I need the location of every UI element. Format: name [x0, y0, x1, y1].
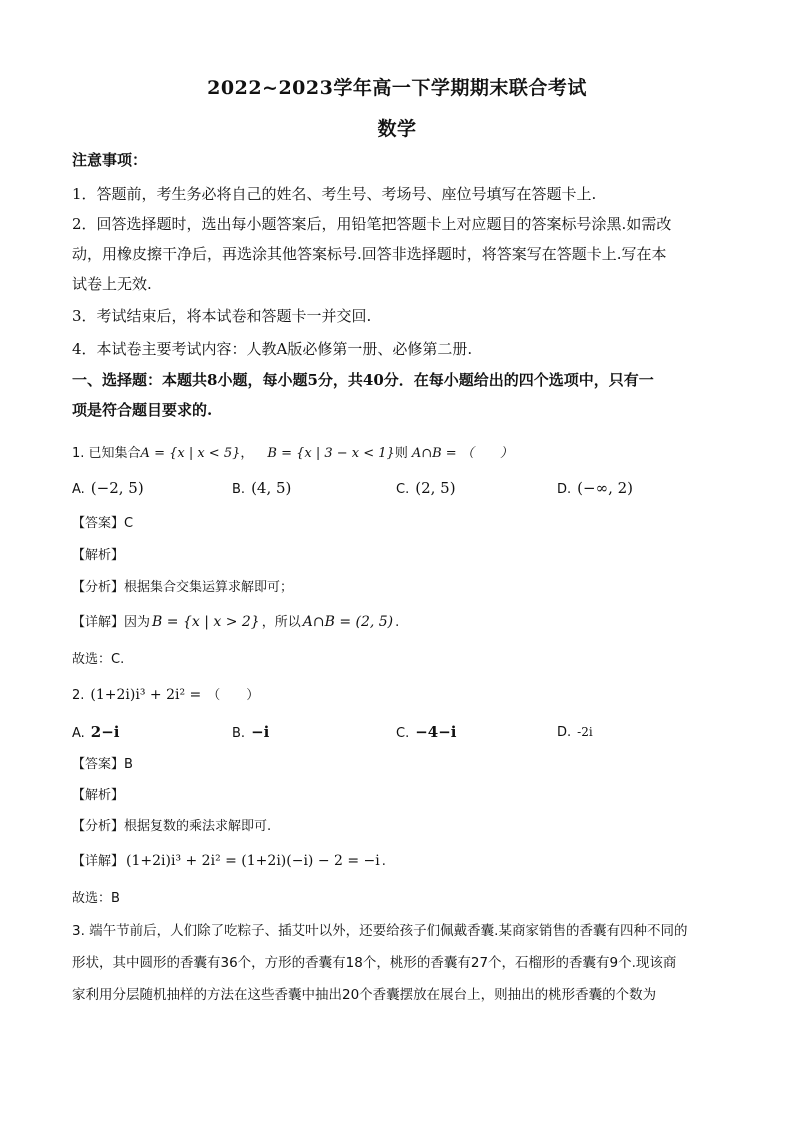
- q1-set-b: B = {x | 3 − x < 1}: [267, 446, 395, 461]
- q1-detail-tag: 【详解】: [72, 615, 125, 630]
- q1-option-c-label: C.: [396, 482, 410, 497]
- q2-option-d[interactable]: [557, 722, 593, 743]
- question-3-line2: 形状，其中圆形的香囊有36个，方形的香囊有18个，桃形的香囊有27个，石榴形的香囊有9个.现该商: [72, 955, 677, 971]
- q1-answer-value: C: [124, 516, 134, 531]
- q2-option-c[interactable]: [396, 722, 457, 744]
- q2-fenxi: [72, 817, 722, 837]
- notice-item-2-cont: 动，用橡皮擦干净后，再选涂其他答案标号.回答非选择题时，将答案写在答题卡上.写在本: [72, 245, 667, 263]
- q2-option-a-value: 2−i: [90, 723, 120, 741]
- question-2-stem: [72, 684, 722, 706]
- q1-fenxi: [72, 578, 722, 598]
- q1-set-a: A = {x | x < 5}: [140, 446, 241, 461]
- q1-comma: ，: [240, 446, 254, 461]
- section-heading-line1: 一、选择题：本题共8小题，每小题5分，共40分．在每小题给出的四个选项中，只有一: [72, 371, 654, 389]
- q1-expr: A∩B = （ ）: [411, 446, 513, 461]
- q2-detail: [72, 851, 722, 872]
- notice-item-1: 1．答题前，考生务必将自己的姓名、考生号、考场号、座位号填写在答题卡上.: [72, 185, 597, 203]
- q1-conclusion: 故选：C.: [72, 652, 125, 667]
- question-3-line1: 3. 端午节前后，人们除了吃粽子、插艾叶以外，还要给孩子们佩戴香囊.某商家销售的香囊有四种不同的: [72, 923, 688, 939]
- q2-analysis-tag: 【解析】: [72, 788, 125, 803]
- q1-option-a[interactable]: [72, 478, 144, 500]
- q1-detail: [72, 612, 722, 633]
- q1-option-a-label: A.: [72, 482, 85, 497]
- q2-option-b-value: −i: [251, 723, 270, 741]
- notice-item-2-end: 试卷上无效.: [72, 275, 152, 293]
- q1-fenxi-text: 根据集合交集运算求解即可；: [124, 580, 294, 595]
- q2-option-d-label: D.: [557, 725, 572, 740]
- q2-option-a-label: A.: [72, 726, 85, 741]
- exam-title: 2022~2023学年高一下学期期末联合考试: [207, 77, 587, 99]
- question-1-stem: [72, 442, 722, 464]
- question-3-line3: 家利用分层随机抽样的方法在这些香囊中抽出20个香囊摆放在展台上，则抽出的桃形香囊的个数为: [72, 987, 657, 1003]
- q2-option-c-label: C.: [396, 726, 410, 741]
- q1-then: 则: [394, 446, 408, 461]
- q2-fenxi-text: 根据复数的乘法求解即可.: [124, 819, 272, 834]
- notice-item-2: 2．回答选择题时，选出每小题答案后，用铅笔把答题卡上对应题目的答案标号涂黑.如需改: [72, 215, 672, 233]
- q2-conclusion: 故选：B: [72, 891, 120, 906]
- q1-option-b-label: B.: [232, 482, 246, 497]
- q1-option-a-value: (−2, 5): [90, 479, 144, 497]
- q1-prefix: 1. 已知集合: [72, 446, 141, 461]
- q1-fenxi-tag: 【分析】: [72, 580, 125, 595]
- q1-detail-pre: 因为: [124, 615, 151, 630]
- q1-option-c-value: (2, 5): [415, 479, 456, 497]
- q1-option-b-value: (4, 5): [251, 479, 292, 497]
- q2-blank: （ ）: [207, 688, 260, 703]
- q2-answer: [72, 755, 722, 775]
- section-heading-line2: 项是符合题目要求的.: [72, 401, 213, 419]
- q2-prefix: 2.: [72, 688, 85, 703]
- notice-item-4: 4．本试卷主要考试内容：人教A版必修第一册、必修第二册.: [72, 340, 473, 358]
- q1-detail-expr2: A∩B = (2, 5): [302, 614, 394, 630]
- q2-expr: (1+2i)i³ + 2i² =: [90, 687, 202, 703]
- q2-option-d-value: -2i: [577, 725, 593, 739]
- q1-option-d-label: D.: [557, 482, 572, 497]
- q2-option-a[interactable]: [72, 722, 120, 744]
- q1-option-d[interactable]: [557, 478, 633, 500]
- q2-answer-tag: 【答案】: [72, 757, 125, 772]
- q2-detail-tag: 【详解】: [72, 854, 125, 869]
- q2-option-c-value: −4−i: [415, 723, 457, 741]
- q1-analysis-tag: 【解析】: [72, 548, 125, 563]
- q2-detail-end: .: [381, 854, 386, 869]
- q1-option-b[interactable]: [232, 478, 291, 500]
- notice-heading: 注意事项：: [72, 151, 148, 169]
- q1-detail-mid: ，所以: [261, 615, 301, 630]
- q1-option-d-value: (−∞, 2): [577, 479, 634, 497]
- subject-title: 数学: [377, 118, 417, 140]
- q1-option-c[interactable]: [396, 478, 456, 500]
- q2-fenxi-tag: 【分析】: [72, 819, 125, 834]
- q1-detail-expr1: B = {x | x > 2}: [152, 614, 260, 630]
- q1-answer: [72, 514, 722, 534]
- q2-detail-expr: (1+2i)i³ + 2i² = (1+2i)(−i) − 2 = −i: [126, 853, 380, 869]
- q2-answer-value: B: [124, 757, 133, 772]
- q1-answer-tag: 【答案】: [72, 516, 125, 531]
- notice-item-3: 3．考试结束后，将本试卷和答题卡一并交回.: [72, 307, 372, 325]
- q2-option-b-label: B.: [232, 726, 246, 741]
- q2-option-b[interactable]: [232, 722, 269, 744]
- q1-detail-end: .: [395, 615, 400, 630]
